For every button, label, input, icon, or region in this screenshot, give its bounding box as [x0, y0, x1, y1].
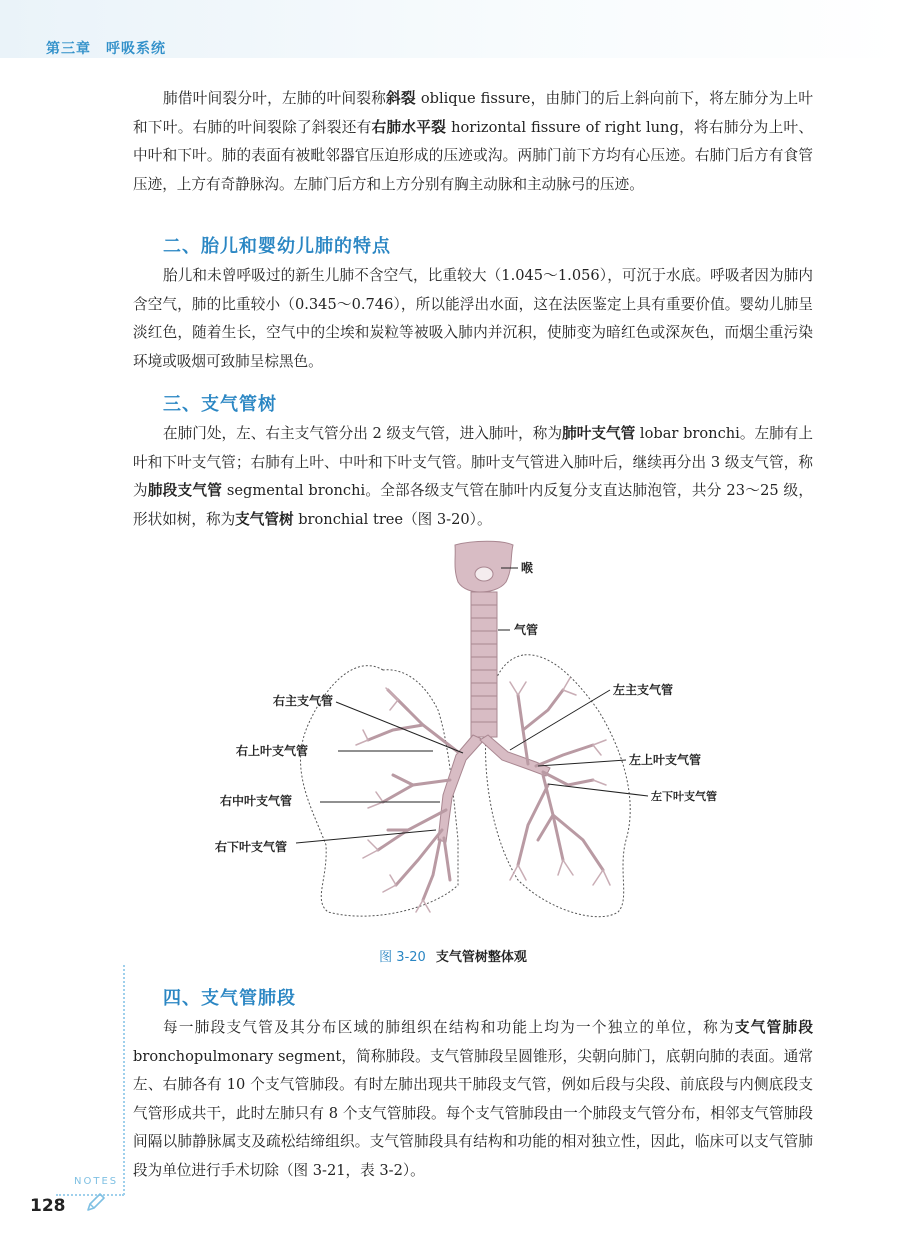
left-main-bronchus [480, 735, 550, 776]
label-trachea: 气管 [514, 623, 539, 637]
label-right-main-bronchus: 右主支气管 [273, 694, 334, 708]
left-bronchial-branches [518, 690, 603, 870]
label-right-upper-lobar-bronchus: 右上叶支气管 [236, 744, 309, 758]
label-left-upper-lobar-bronchus: 左上叶支气管 [629, 753, 702, 767]
label-left-lower-lobar-bronchus: 左下叶支气管 [651, 790, 717, 803]
paragraph-bronchopulmonary-segment: 每一肺段支气管及其分布区域的肺组织在结构和功能上均为一个独立的单位，称为支气管肺段 bronchopulmonary segment，简称肺段。支气管肺段呈圆锥形，尖朝向肺门，底朝向肺的表面。通常左、右肺各有 10 个支气管肺段。有时左肺出现共干肺段支气管，例如后段与尖段、前底段与内侧底段支气管形成共干，此时左肺只有 8 个支气管肺段。每个支气管肺段由一个肺段支气管分布，相邻支气管肺段间隔以肺静脉属支及疏松结缔组织。支气管肺段具有结构和功能的相对独立性，因此，临床可以支气管肺段为单位进行手术切除（图 3-21，表 3-2）。 [133, 1019, 813, 1179]
label-larynx: 喉 [521, 561, 534, 575]
section-title-bronchopulmonary-segment: 四、支气管肺段 [163, 988, 296, 1009]
paragraph-bronchial-tree: 在肺门处，左、右主支气管分出 2 级支气管，进入肺叶，称为肺叶支气管 lobar bronchi。左肺有上叶和下叶支气管；右肺有上叶、中叶和下叶支气管。肺叶支气管进入肺叶后，继续再分出 3 级支气管，称为肺段支气管 segmental bronchi。全部各级支气管在肺叶内反复分支直达肺泡管，共分 23～25 级，形状如树，称为支气管树 bronchial tree（图 3-20）。 [133, 425, 813, 528]
larynx-shape [455, 541, 513, 592]
left-lung-outline [485, 655, 630, 917]
paragraph-lung-fissures: 肺借叶间裂分叶，左肺的叶间裂称斜裂 oblique fissure，由肺门的后上斜向前下，将左肺分为上叶和下叶。右肺的叶间裂除了斜裂还有右肺水平裂 horizontal fissure of right lung，将右肺分为上叶、中叶和下叶。肺的表面有被毗邻器官压迫形成的压迹或沟。两肺门前下方均有心压迹。右肺门后方有食管压迹，上方有奇静脉沟。左肺门后方和上方分别有胸主动脉和主动脉弓的压迹。 [133, 90, 813, 193]
trachea-shape [471, 592, 497, 737]
paragraph-fetal-lung: 胎儿和未曾呼吸过的新生儿肺不含空气，比重较大（1.045～1.056），可沉于水底。呼吸者因为肺内含空气，肺的比重较小（0.345～0.746），所以能浮出水面，这在法医鉴定上具有重要价值。婴幼儿肺呈淡红色，随着生长，空气中的尘埃和炭粒等被吸入肺内并沉积，使肺变为暗红色或深灰色，而烟尘重污染环境或吸烟可致肺呈棕黑色。 [133, 267, 813, 370]
bronchial-tree-figure [215, 540, 717, 930]
figure-title: 支气管树整体观 [435, 950, 527, 965]
label-left-main-bronchus: 左主支气管 [613, 683, 674, 697]
pencil-icon [84, 1192, 106, 1214]
label-right-middle-lobar-bronchus: 右中叶支气管 [220, 794, 293, 808]
figure-number: 图 3-20 [379, 950, 426, 965]
chapter-title: 第三章 呼吸系统 [46, 41, 166, 57]
page-number: 128 [30, 1196, 66, 1216]
margin-dotted-line [123, 965, 125, 1195]
notes-label: NOTES [74, 1176, 119, 1187]
right-main-bronchus [438, 735, 484, 842]
label-right-lower-lobar-bronchus: 右下叶支气管 [215, 840, 288, 854]
figure-caption [0, 946, 906, 965]
section-title-bronchial-tree: 三、支气管树 [163, 394, 277, 415]
section-title-fetal-lung: 二、胎儿和婴幼儿肺的特点 [163, 236, 391, 257]
